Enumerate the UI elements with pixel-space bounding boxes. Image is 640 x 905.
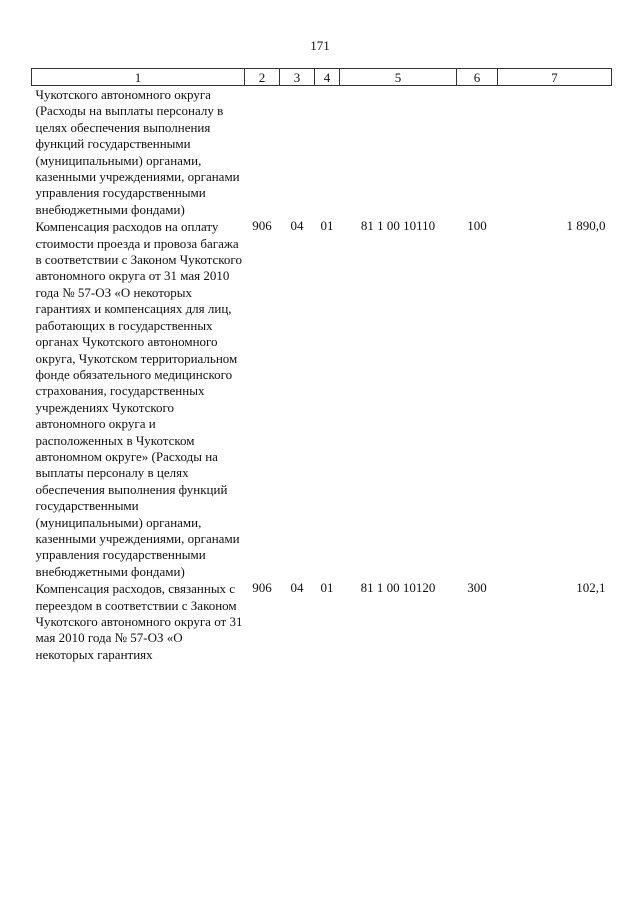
row-expense-type: 300 <box>467 580 487 596</box>
row-amount <box>498 86 612 219</box>
row-section-code <box>280 86 315 219</box>
row-target-article: 81 1 00 10110 <box>360 218 436 234</box>
row-description: Компенсация расходов на оплату стоимости проезда и провоза багажа в соответствии с Законом Чукотского автономного округа от 31 мая 2010 года № 57-ОЗ «О некоторых гарантиях и компенсациях для лиц, работающих в государственных органах Чукотского автономного округа, Чукотском территориальном фонде обязательного медицинского страхования, государственных учреждениях Чукотского автономного округа и расположенных в Чукотском автономном округе» (Расходы на выплаты персоналу в целях обеспечения выполнения функций государственными (муниципальными) органами, казенными учреждениями, органами управления государственными внебюджетными фондами) <box>35 219 242 579</box>
row-section-code: 04 <box>290 218 304 234</box>
row-description: Компенсация расходов, связанных с переездом в соответствии с Законом Чукотского автономного округа от 31 мая 2010 года № 57-ОЗ «О некоторых гарантиях <box>35 581 243 662</box>
row-subsection-code: 01 <box>320 218 334 234</box>
column-header-5: 5 <box>340 69 457 86</box>
row-target-article: 81 1 00 10120 <box>360 580 436 596</box>
row-amount: 102,1 <box>576 580 606 596</box>
column-header-1: 1 <box>32 69 245 86</box>
row-expense-type: 100 <box>467 218 487 234</box>
row-subsection-code: 01 <box>320 580 334 596</box>
column-header-4: 4 <box>315 69 340 86</box>
row-description: Чукотского автономного округа (Расходы на выплаты персоналу в целях обеспечения выполнения функций государственными (муниципальными) органами, казенными учреждениями, органами управления государственными внебюджетными фондами) <box>35 87 240 217</box>
column-header-3: 3 <box>280 69 315 86</box>
table-row <box>32 86 612 219</box>
row-section-code: 04 <box>290 580 304 596</box>
row-subsection-code <box>315 86 340 219</box>
row-expense-type <box>457 86 498 219</box>
row-ministry-code: 906 <box>252 218 272 234</box>
table-row <box>32 218 612 580</box>
row-target-article <box>340 86 457 219</box>
row-ministry-code <box>245 86 280 219</box>
row-ministry-code: 906 <box>252 580 272 596</box>
row-amount: 1 890,0 <box>566 218 606 234</box>
column-header-6: 6 <box>457 69 498 86</box>
column-header-2: 2 <box>245 69 280 86</box>
page-number: 171 <box>310 38 330 53</box>
column-header-7: 7 <box>498 69 612 86</box>
table-header-row <box>32 69 612 86</box>
table-row <box>32 580 612 663</box>
budget-table <box>31 68 612 663</box>
